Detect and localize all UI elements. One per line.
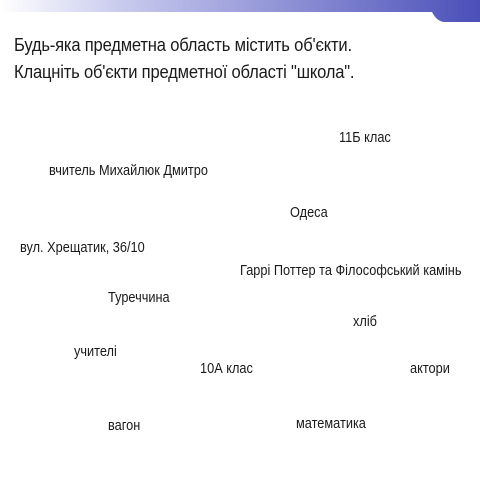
instruction-line-1: Будь-яка предметна область містить об'єкти. (14, 35, 352, 55)
task-instructions (14, 32, 474, 86)
object-option-harry-potter-book[interactable]: Гаррі Поттер та Філософський камінь (240, 263, 462, 279)
object-option-khreshchatyk-street[interactable]: вул. Хрещатик, 36/10 (20, 240, 145, 256)
object-option-odesa[interactable]: Одеса (290, 205, 328, 221)
instruction-line-2: Клацніть об'єкти предметної області "школа". (14, 62, 355, 82)
object-option-wagon[interactable]: вагон (108, 418, 141, 434)
decorative-header-bar (0, 0, 480, 22)
object-option-11b-class[interactable]: 11Б клас (339, 130, 391, 146)
object-option-teachers[interactable]: учителі (74, 344, 117, 360)
object-option-10a-class[interactable]: 10А клас (200, 361, 253, 377)
object-option-turkey[interactable]: Туреччина (108, 290, 170, 306)
object-option-teacher-mykhailiuk[interactable]: вчитель Михайлюк Дмитро (49, 163, 208, 179)
object-option-bread[interactable]: хліб (353, 314, 377, 330)
object-option-actors[interactable]: актори (410, 361, 450, 377)
object-option-mathematics[interactable]: математика (296, 416, 366, 432)
